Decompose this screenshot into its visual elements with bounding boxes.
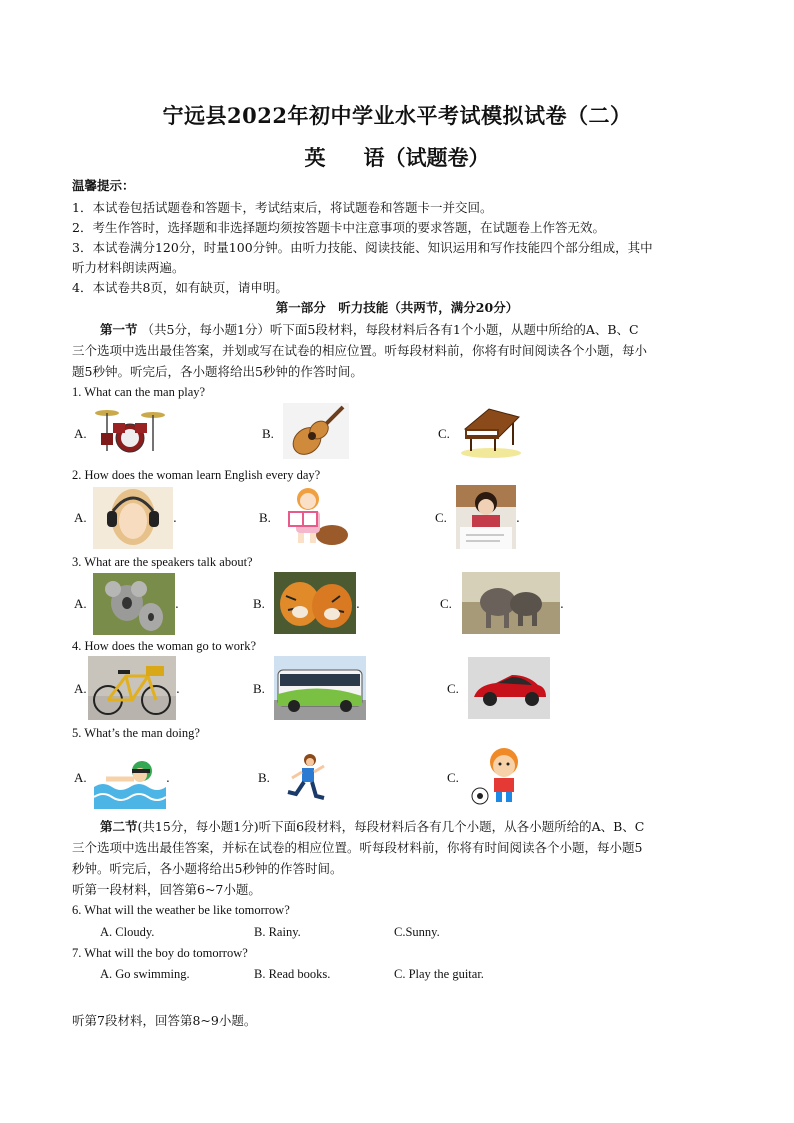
football-image: [468, 746, 532, 808]
listen-instruction: 听第一段材料，回答第6~7小题。: [72, 882, 261, 897]
option-a: A.: [74, 426, 87, 441]
option-b: B.: [259, 510, 271, 525]
section2-line: 三个选项中选出最佳答案，并标在试卷的相应位置。听每段材料前，你将有时间阅读各个小题，每小题5: [72, 840, 643, 855]
section2-label: 第二节: [100, 819, 138, 834]
section1-label: 第一节: [100, 322, 138, 337]
option-a: A. Go swimming.: [100, 967, 190, 981]
option-c: C.: [447, 681, 459, 696]
option-c: C.: [438, 426, 450, 441]
writing-image: [456, 485, 516, 549]
piano-image: [459, 403, 523, 459]
tigers-image: [274, 572, 356, 634]
option-b: B.: [253, 681, 265, 696]
notice-item: 2．考生作答时，选择题和非选择题均须按答题卡中注意事项的要求答题，在试题卷上作答无效。: [72, 220, 605, 235]
option-a: A.: [74, 596, 87, 611]
swimming-image: [94, 745, 166, 809]
section1-line: （共5分，每小题1分）听下面5段材料，每段材料后各有1个小题，从题中所给的A、B、C: [141, 322, 639, 337]
option-b: B. Rainy.: [254, 925, 301, 939]
part1-title: 第一部分 听力技能（共两节，满分20分）: [275, 300, 519, 315]
notice-item: 4．本试卷共8页，如有缺页，请申明。: [72, 280, 288, 295]
option-c: C.: [435, 510, 447, 525]
bus-image: [274, 656, 366, 720]
drum-kit-image: [93, 405, 167, 457]
question-3: 3. What are the speakers talk about?: [72, 555, 253, 569]
page-subtitle: [0, 142, 794, 172]
running-image: [280, 752, 328, 804]
subtitle-right: 语（试题卷）: [363, 145, 490, 170]
option-a: A.: [74, 770, 87, 785]
notice-item: 3．本试卷满分120分，时量100分钟。由听力技能、阅读技能、知识运用和写作技能四个部分组成，其中: [72, 240, 653, 255]
bicycle-image: [88, 656, 176, 720]
option-a: A.: [74, 510, 87, 525]
notice-item: 1．本试卷包括试题卷和答题卡，考试结束后，将试题卷和答题卡一并交回。: [72, 200, 493, 215]
listen-instruction: 听第7段材料，回答第8~9小题。: [72, 1013, 257, 1028]
koalas-image: [93, 573, 175, 635]
option-c: C. Play the guitar.: [394, 967, 484, 981]
option-a: A. Cloudy.: [100, 925, 155, 939]
elephants-image: [462, 572, 560, 634]
option-b: B.: [258, 770, 270, 785]
notice-item: 听力材料朗读两遍。: [72, 260, 185, 275]
question-6: 6. What will the weather be like tomorrow?: [72, 903, 290, 917]
option-b: B. Read books.: [254, 967, 331, 981]
question-7: 7. What will the boy do tomorrow?: [72, 946, 248, 960]
option-c: C.Sunny.: [394, 925, 440, 939]
section1-line: 题5秒钟。听完后，各小题将给出5秒钟的作答时间。: [72, 364, 363, 379]
section2-line: (共15分，每小题1分)听下面6段材料，每段材料后各有几个小题，从各小题所给的A、B、C: [137, 819, 645, 834]
question-1: 1. What can the man play?: [72, 385, 206, 399]
option-a: A.: [74, 681, 87, 696]
car-image: [468, 657, 550, 719]
headphones-image: [93, 487, 173, 549]
section2-intro: [100, 817, 644, 837]
question-4: 4. How does the woman go to work?: [72, 639, 256, 653]
option-b: B.: [253, 596, 265, 611]
page-title: 宁远县2022年初中学业水平考试模拟试卷（二）: [162, 103, 632, 128]
guitar-image: [283, 403, 349, 459]
option-c: C.: [440, 596, 452, 611]
reading-book-image: [282, 485, 350, 549]
section2-line: 秒钟。听完后，各小题将给出5秒钟的作答时间。: [72, 861, 343, 876]
option-c: C.: [447, 770, 459, 785]
question-2: 2. How does the woman learn English every day?: [72, 468, 321, 482]
section1-intro: [100, 320, 639, 340]
question-5: 5. What’s the man doing?: [72, 726, 200, 740]
subtitle-left: 英: [304, 145, 326, 170]
notice-heading: 温馨提示：: [72, 178, 135, 193]
option-b: B.: [262, 426, 274, 441]
section1-line: 三个选项中选出最佳答案，并划或写在试卷的相应位置。听每段材料前，你将有时间阅读各个小题，每小: [72, 343, 648, 358]
